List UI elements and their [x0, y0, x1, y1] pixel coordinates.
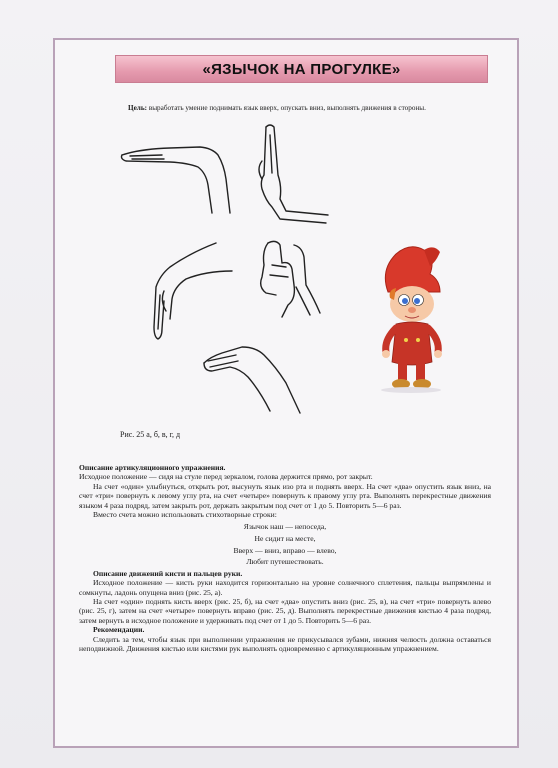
- body-text: [79, 463, 491, 653]
- hand-figure-a: [122, 147, 231, 213]
- art-paragraph-2: На счет «один» улыбнуться, открыть рот, высунуть язык изо рта и поднять вверх. На счет «два» опустить язык вниз, на счет «три» повернуть к левому углу рта, на счет «четыре» повернуть к правому углу рта. Выполнять перекрестные движения языком 4 раза подряд, затем закрыть рот, держать закрытым под счет от 1 до 5. Повторить 5—6 раз.: [79, 481, 491, 510]
- art-heading: Описание артикуляционного упражнения.: [79, 463, 226, 472]
- hand-figure-d: [261, 241, 320, 317]
- poem-line: Вверх — вниз, вправо — влево,: [233, 545, 337, 555]
- poem-line: Любит путешествовать.: [246, 557, 324, 567]
- poem-line: Не сидит на месте,: [254, 534, 316, 544]
- hand-heading: Описание движений кисти и пальцев руки.: [93, 568, 243, 578]
- hand-figure-b: [259, 125, 328, 223]
- goal-label: Цель:: [128, 104, 148, 112]
- figure-caption: Рис. 25 а, б, в, г, д: [120, 430, 181, 439]
- goal-line: [128, 104, 508, 113]
- hand-illustrations: [100, 115, 360, 425]
- hand-paragraph-2: На счет «один» поднять кисть вверх (рис. 25, б), на счет «два» опустить вниз (рис. 25, в), на счет «три» повернуть влево (рис. 25, г), затем на счет «четыре» повернуть вправо (рис. 25, д). Выполнять перекрестные движения кистью 4 раза подряд, затем вернуть в исходное положение и удерживать под счет от 1 до 5. Повторить 5—6 раз.: [79, 597, 491, 625]
- goal-text: выработать умение поднимать язык вверх, опускать вниз, выполнять движения в стороны.: [148, 104, 426, 112]
- rec-paragraph-1: Следить за тем, чтобы язык при выполнении упражнения не прикусывался зубами, нижняя челюсть должна оставаться неподвижной. Движения кистью или кистями рук выполнять одновременно с артикуляционным упражнением.: [79, 634, 491, 654]
- hand-figure-c: [154, 243, 232, 339]
- hand-figure-e: [204, 347, 300, 413]
- page-title-text: «ЯЗЫЧОК НА ПРОГУЛКЕ»: [202, 60, 401, 78]
- art-paragraph-3: Вместо счета можно использовать стихотворные строки:: [93, 510, 277, 520]
- poem-line: Язычок наш — непоседа,: [243, 522, 327, 532]
- page-title: [115, 55, 488, 83]
- hand-paragraph-1: Исходное положение — кисть руки находится горизонтально на уровне солнечного сплетения, пальцы выпрямлены и сомкнуты, ладонь опущена вниз (рис. 25, а).: [79, 578, 491, 597]
- gnome-illustration: [370, 240, 450, 395]
- poem: [79, 521, 491, 567]
- rec-heading: Рекомендации.: [93, 625, 145, 635]
- art-paragraph-1: Исходное положение — сидя на стуле перед зеркалом, голова держится прямо, рот закрыт.: [79, 472, 373, 482]
